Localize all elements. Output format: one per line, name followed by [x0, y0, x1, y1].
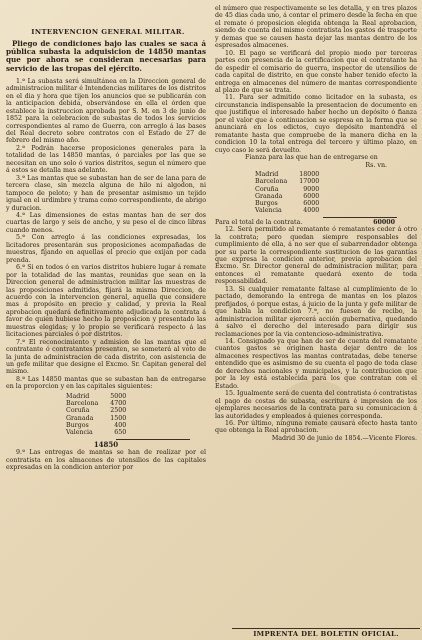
table-row — [66, 415, 132, 422]
qty-cell: 2500 — [110, 407, 127, 415]
paragraph: 14. Consignado ya que han de ser de cuenta del rematante cuantos gastos se originen hasta dejar dentro de los almacenes respectivos las mantas contratadas, debe tenerse entendido que es asimismo de su cuenta el pago de toda clase de derechos nacionales y municipales, y la contribucion que por la ley está establecida para los que contratan con el Estado. — [215, 338, 417, 390]
table-row — [66, 429, 132, 436]
paragraph: 4.ª Las dimensiones de estas mantas han de ser dos cuartas de largo y seis de ancho, y su peso el de cinco libras cuando menos. — [6, 211, 206, 234]
paragraph: 13. Si cualquier rematante faltase al cumplimiento de lo pactado, demorando la entrega de mantas en los plazos prefijados, ó porque estas, á juicio de la junta y gefe militar de que habla la condicion 7.ª, no fuesen de recibo, la administracion militar ejercerá acción gubernativa, quedando á salvo el derecho del interesado para dirigir sus reclamaciones por la via contencioso-administrativa. — [215, 285, 417, 338]
place-cell: Coruña — [255, 185, 279, 193]
qty-cell: 650 — [114, 429, 127, 437]
paragraph: 15. Igualmente será de cuenta del contratista ó contratistas el pago de costas de subasta, escritura é impresion de los ejemplares necesarios de la contrata para su comunicacion á las autoridades y empleados á quienes corresponda. — [215, 390, 417, 420]
delivery-table — [66, 393, 132, 437]
paragraph: 7.ª El reconocimiento y admision de las mantas que el contratante ó contratantes presenten, se someterá al voto de la junta de administracion de cada distrito, con asistencia de un gefe militar que designe el Excmo. Sr. Capitan general del mismo. — [6, 338, 206, 376]
table-row — [255, 193, 325, 200]
paragraph: 1.ª La subasta será simultánea en la Direccion general de administracion militar é Intendencias militares de los distritos en el dia y hora que tijen los anuncios que se publicarán con la anticipacion debida, observándose en ella el órden que establece la instruccion aprobada por S. M. en 3 de junio de 1852 para la celebracion de subastas de todos los servicios correspondientes al ramo de Guerra, con arreglo á las bases del Real decreto sobre contratos con el Estado de 27 de febrero del mismo año. — [6, 77, 206, 145]
place-cell: Valencia — [66, 429, 93, 437]
place-cell: Madrid — [255, 170, 279, 178]
printer-imprint: IMPRENTA DEL BOLETIN OFICIAL. — [232, 628, 420, 638]
place-cell: Coruña — [66, 407, 90, 415]
paragraph: 5.ª Con arreglo á las condiciones expresadas, los licitadores presentarán sus proposiciones acompañadas de muestras, fijando en aquellas el precio que exijan por cada prenda. — [6, 234, 206, 264]
amount-cell: 17000 — [299, 178, 320, 186]
amount-cell: 4000 — [303, 207, 320, 215]
place-cell: Barcelona — [66, 400, 99, 408]
qty-cell: 400 — [114, 422, 127, 430]
place-cell: Granada — [255, 192, 283, 200]
amount-cell: 9000 — [303, 185, 320, 193]
table-row — [66, 422, 132, 429]
table-row — [66, 407, 132, 414]
table-unit: Rs. vn. — [365, 161, 387, 169]
paragraph: 16. Por último, ninguna remate causará efecto hasta tanto que obtenga la Real aprobacion. — [215, 419, 417, 435]
paragraph: 8.ª Las 14850 mantas que se subastan han de entregarse en la proporcion y en las capitales siguientes: — [6, 375, 206, 391]
amount-cell: 18000 — [299, 170, 320, 178]
paragraph: 10. El pago se verificará del propio modo por terceras partes con presencia de la certificacion que el contratante ha de espedir el comisario de guerra, inspector de utensilios de cada capital de distrito, en que conste haber tenido efecto la entrega en almacenes del número de mantas correspondiente al plazo de que se trata. — [215, 49, 417, 94]
table-row — [255, 171, 325, 178]
place-cell: Madrid — [66, 392, 90, 400]
qty-cell: 5000 — [110, 392, 127, 400]
document-title: Pliego de condiciones bajo las cuales se saca á pública subasta la adquisicion de 14850 mantas que por ahora se consideran necesarias para servicio de las tropas del ejército. — [6, 39, 206, 73]
signature: Madrid 30 de junio de 1854.—Vicente Flores. — [271, 434, 417, 442]
table-row — [255, 178, 325, 185]
right-column — [215, 5, 417, 442]
bond-table — [255, 171, 325, 215]
paragraph: 11. Para ser admitido como licitador en la subasta, es circunstancia indispensable la presentacion de documento en que justifique el interesado haber hecho un depósito ó fianza por el valor que á continuacion se espresa en la forma que se anunciará en los edictos, cuyo depósito mantendrá el rematante hasta que compruebe de la manera dicha en la condicion 10 la total entrega del tercero y último plazo, en cuyo caso le será devuelto. — [215, 94, 417, 154]
paragraph: 9.ª Las entregas de mantas se han de realizar por el contratista en los almacenes de utensilios de las capitales expresadas en la condicion anterior por — [6, 449, 206, 471]
place-cell: Valencia — [255, 207, 282, 215]
table-row — [255, 207, 325, 214]
table-row — [255, 200, 325, 207]
place-cell: Granada — [66, 414, 94, 422]
paragraph: Fianza para las que han de entregarse en — [245, 154, 378, 162]
paragraph: 3.ª Las mantas que se subastan han de ser de lana para de tercera clase, sin mezcla alguna de hilo ni algodon, ni tampoco de peloto; y han de presentar asimismo un tejido igual en el urdimbre y trama como correspondiente, de abrigo y duracion. — [6, 174, 206, 212]
amount-cell: 6000 — [303, 192, 320, 200]
qty-cell: 1500 — [110, 414, 127, 422]
paragraph: 2.ª Podrán hacerse proposiciones generales para la totalidad de las 14850 mantas, ó parciales por las que se necesitan en uno solo ó varios distritos, segun el número que á estos se detalla mas adelante. — [6, 144, 206, 175]
bond-total-value: 60000 — [373, 218, 395, 226]
section-header: INTERVENCION GENERAL MILITAR. — [31, 28, 185, 36]
divider — [323, 217, 397, 218]
place-cell: Burgos — [66, 422, 89, 430]
table-row — [255, 186, 325, 193]
qty-cell: 4700 — [110, 400, 127, 408]
bond-total-label: Para el total de la contrata. — [215, 218, 303, 226]
table-row — [66, 400, 132, 407]
bond-total-row — [215, 219, 417, 226]
divider — [116, 439, 190, 440]
paragraph: 12. Será permitido al rematante ó rematantes ceder á otro la contrata; pero quedan siempre responsables del cumplimiento de ella, á no ser que el subarrendador obtenga por su parte la correspondiente sustitucion de las garantías que expresa la condicion anterior, previa aprobacion del Excmo. Sr. Director general de administracion militar, para entonces el rematante quedará exento de toda responsabilidad. — [215, 226, 417, 286]
left-column — [6, 40, 206, 471]
place-cell: Burgos — [255, 200, 278, 208]
paragraph: el número que respectivamente se les detalla, y en tres plazos de 45 dias cada uno, á contar el primero desde la fecha en que el remate ó proposicion elegida obtenga la Real aprobacion, siendo de cuenta del mismo contratista los gastos de trasporte y demas que se causen hasta dejar las mantas dentro de los espresados almacenes. — [215, 5, 417, 50]
total-mantas: 14850 — [93, 439, 119, 449]
table-row — [66, 393, 132, 400]
place-cell: Barcelona — [255, 178, 288, 186]
amount-cell: 6000 — [303, 200, 320, 208]
paragraph: 6.ª Si en todos ó en varios distritos hubiere lugar á remate por la totalidad de las mantas, reunidas que sean en la Direccion general de administracion militar las muestras de las proposiciones admitidas, fijará la misma Direccion, de acuerdo con la intervencion general, aquella que considere mas á propósito en precio y calidad, y previa la Real aprobacion quedará definitivamente adjudicada la contrata á favor de quien hubiese hecho la proposicion y presentado las muestras elegidas; y lo propio se verificará respecto á las licitaciones parciales ó por distritos. — [6, 264, 206, 339]
